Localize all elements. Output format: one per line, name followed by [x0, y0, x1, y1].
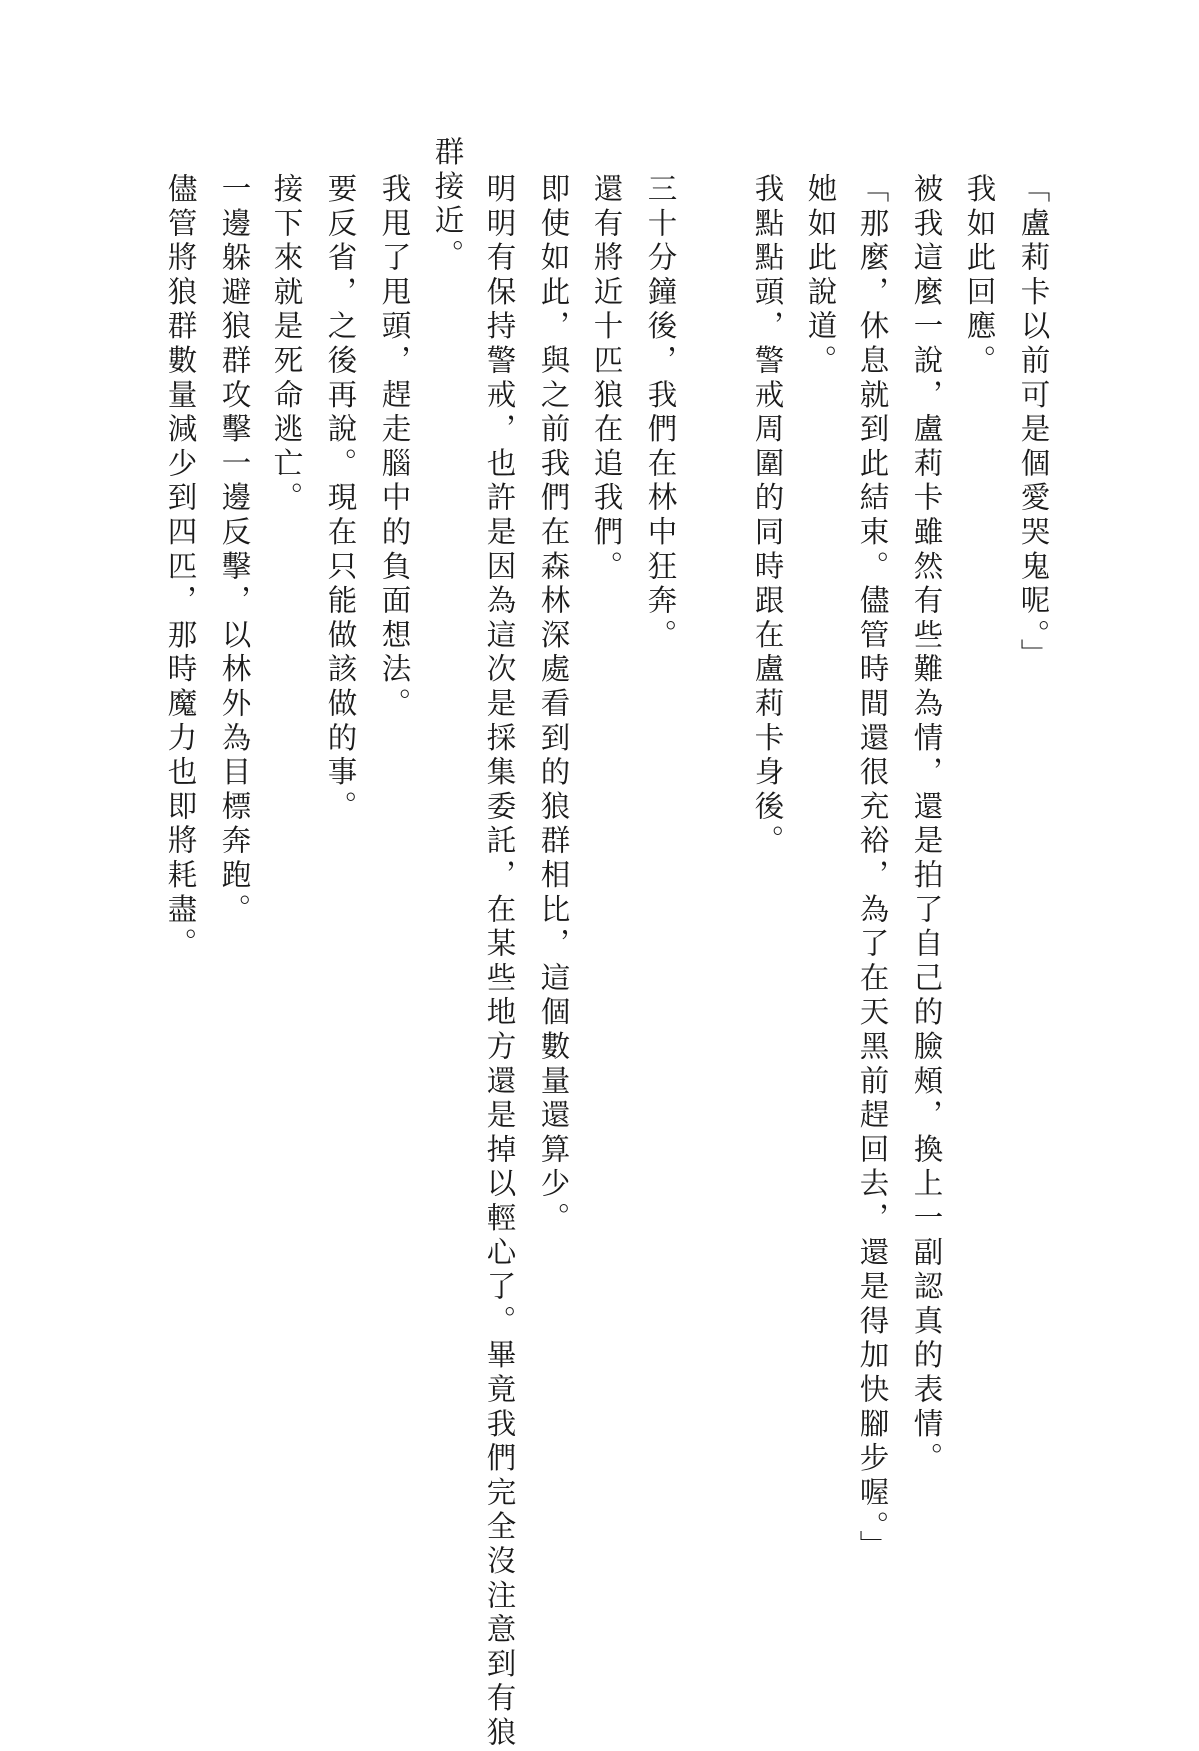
- text-line-5: 她如此說道。: [803, 173, 838, 379]
- text-line-2: 我如此回應。: [962, 173, 997, 379]
- text-line-8: 還有將近十匹狼在追我們。: [589, 173, 624, 585]
- text-line-9: 即使如此，與之前我們在森林深處看到的狼群相比，這個數量還算少。: [536, 173, 571, 1237]
- text-line-6: 我點點頭，警戒周圍的同時跟在盧莉卡身後。: [750, 173, 785, 859]
- text-line-4: 「那麼，休息就到此結束。儘管時間還很充裕，為了在天黑前趕回去，還是得加快腳步喔。」: [855, 173, 890, 1565]
- text-line-1: 「盧莉卡以前可是個愛哭鬼呢。」: [1016, 173, 1051, 673]
- text-line-15: 一邊躲避狼群攻擊一邊反擊，以林外為目標奔跑。: [217, 173, 252, 928]
- text-line-10: 明明有保持警戒，也許是因為這次是採集委託，在某些地方還是掉以輕心了。畢竟我們完全沒注意到有狼: [482, 173, 517, 1751]
- text-line-16: 儘管將狼群數量減少到四匹，那時魔力也即將耗盡。: [163, 173, 198, 962]
- text-line-13: 要反省，之後再說。現在只能做該做的事。: [323, 173, 358, 825]
- text-line-3: 被我這麼一說，盧莉卡雖然有些難為情，還是拍了自己的臉頰，換上一副認真的表情。: [909, 173, 944, 1477]
- text-line-12: 我甩了甩頭，趕走腦中的負面想法。: [377, 173, 412, 722]
- text-line-14: 接下來就是死命逃亡。: [269, 173, 304, 516]
- text-line-11: 群接近。: [430, 136, 465, 274]
- text-line-7: 三十分鐘後，我們在林中狂奔。: [643, 173, 678, 654]
